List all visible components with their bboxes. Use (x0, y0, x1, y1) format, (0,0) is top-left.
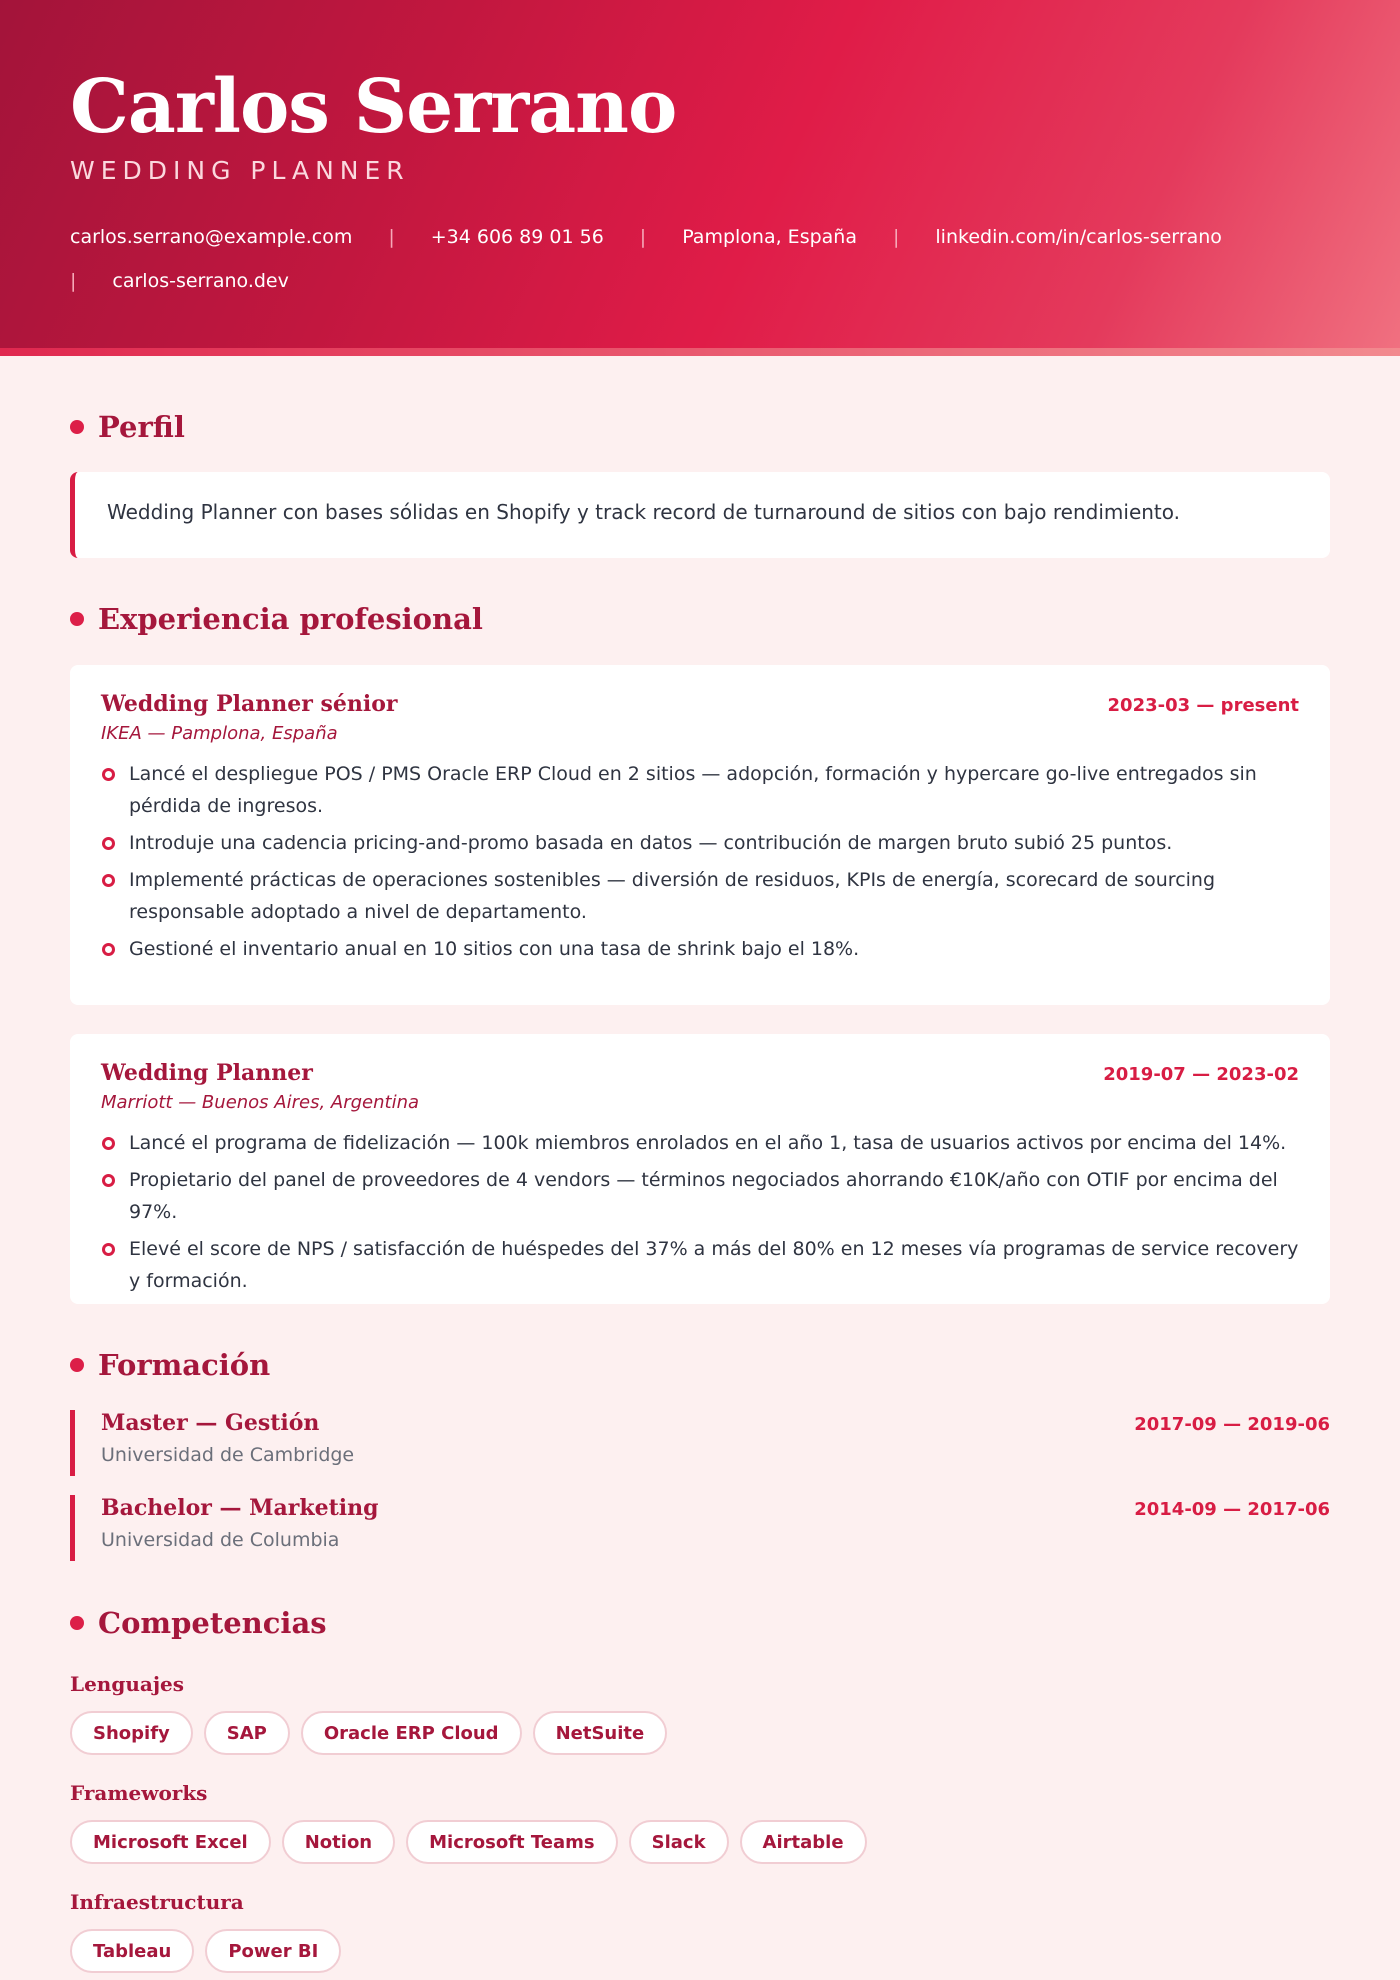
skill-category: Frameworks (70, 1781, 208, 1805)
candidate-name: Carlos Serrano (70, 64, 677, 150)
section-title-profile (70, 410, 185, 444)
separator: | (892, 226, 900, 248)
section-bullet-icon (70, 612, 84, 626)
education-item (70, 1410, 1330, 1476)
section-heading: Competencias (98, 1606, 327, 1640)
section-heading: Formación (98, 1348, 271, 1382)
job-company: IKEA — Pamplona, España (101, 723, 338, 744)
section-heading: Experiencia profesional (98, 602, 483, 636)
separator: | (388, 226, 395, 248)
list-item: Lancé el programa de fidelización — 100k miembros enrolados en el año 1, tasa de usuarios activos por encima del 14%. (101, 1127, 1299, 1159)
job-date: 2019-07 — 2023-02 (1103, 1064, 1299, 1085)
phone-text: +34 606 89 01 56 (430, 226, 604, 248)
education-date: 2014-09 — 2017-06 (1134, 1499, 1330, 1520)
skill-chip: SAP (204, 1711, 290, 1755)
skill-chip: Airtable (740, 1820, 867, 1864)
skill-chip: Power BI (205, 1929, 341, 1973)
skill-chip: Slack (629, 1820, 729, 1864)
skill-chip: Shopify (70, 1711, 193, 1755)
separator: | (639, 226, 647, 248)
skill-chip: Notion (282, 1820, 395, 1864)
job-company: Marriott — Buenos Aires, Argentina (101, 1092, 420, 1113)
job-bullets (101, 1127, 1299, 1297)
section-title-education (70, 1348, 270, 1382)
header-accent-band (0, 348, 1400, 356)
job-card (70, 1034, 1330, 1304)
education-date: 2017-09 — 2019-06 (1134, 1414, 1330, 1435)
education-item (70, 1495, 1330, 1561)
job-title: Wedding Planner sénior (101, 691, 398, 717)
list-item: Lancé el despliegue POS / PMS Oracle ERP Cloud en 2 sitios — adopción, formación y hypercare go-live entregados sin pérdida de ingresos. (101, 758, 1299, 822)
job-title: Wedding Planner (101, 1060, 313, 1086)
profile-summary: Wedding Planner con bases sólidas en Shopify y track record de turnaround de sitios con bajo rendimiento. (70, 472, 1330, 558)
list-item: Implementé prácticas de operaciones sostenibles — diversión de residuos, KPIs de energía, scorecard de sourcing responsable adoptado a nivel de departamento. (101, 864, 1299, 928)
skill-category: Lenguajes (70, 1672, 185, 1696)
linkedin-link[interactable]: linkedin.com/in/carlos-serrano (935, 226, 1222, 248)
contact-row (70, 270, 289, 292)
email-link[interactable]: carlos.serrano@example.com (70, 226, 353, 248)
job-card (70, 665, 1330, 1005)
skill-chip: Tableau (70, 1929, 194, 1973)
contact-row (70, 226, 1222, 248)
location-text: Pamplona, España (682, 226, 857, 248)
skill-chips (70, 1820, 867, 1864)
skill-chip: Microsoft Teams (406, 1820, 618, 1864)
list-item: Introduje una cadencia pricing-and-promo basada en datos — contribución de margen bruto subió 25 puntos. (101, 827, 1299, 859)
list-item: Gestioné el inventario anual en 10 sitios con una tasa de shrink bajo el 18%. (101, 933, 1299, 965)
list-item: Elevé el score de NPS / satisfacción de huéspedes del 37% a más del 80% en 12 meses vía programas de service recovery y formación. (101, 1233, 1299, 1297)
skill-chips (70, 1929, 341, 1973)
job-bullets (101, 758, 1299, 965)
skill-chip: NetSuite (533, 1711, 668, 1755)
website-link[interactable]: carlos-serrano.dev (112, 270, 289, 292)
section-heading: Perfil (98, 410, 185, 444)
skill-category: Infraestructura (70, 1890, 244, 1914)
section-title-skills (70, 1606, 327, 1640)
job-date: 2023-03 — present (1107, 695, 1299, 716)
school-name: Universidad de Cambridge (101, 1444, 355, 1466)
separator: | (70, 270, 77, 292)
skill-chips (70, 1711, 667, 1755)
section-bullet-icon (70, 1616, 84, 1630)
skill-chip: Microsoft Excel (70, 1820, 271, 1864)
degree-title: Bachelor — Marketing (101, 1495, 379, 1521)
list-item: Propietario del panel de proveedores de 4 vendors — términos negociados ahorrando €10K/año con OTIF por encima del 97%. (101, 1164, 1299, 1228)
skill-chip: Oracle ERP Cloud (301, 1711, 522, 1755)
resume-header (0, 0, 1400, 348)
section-title-experience (70, 602, 483, 636)
school-name: Universidad de Columbia (101, 1529, 340, 1551)
section-bullet-icon (70, 1358, 84, 1372)
section-bullet-icon (70, 420, 84, 434)
degree-title: Master — Gestión (101, 1410, 320, 1436)
candidate-role: WEDDING PLANNER (70, 156, 410, 185)
